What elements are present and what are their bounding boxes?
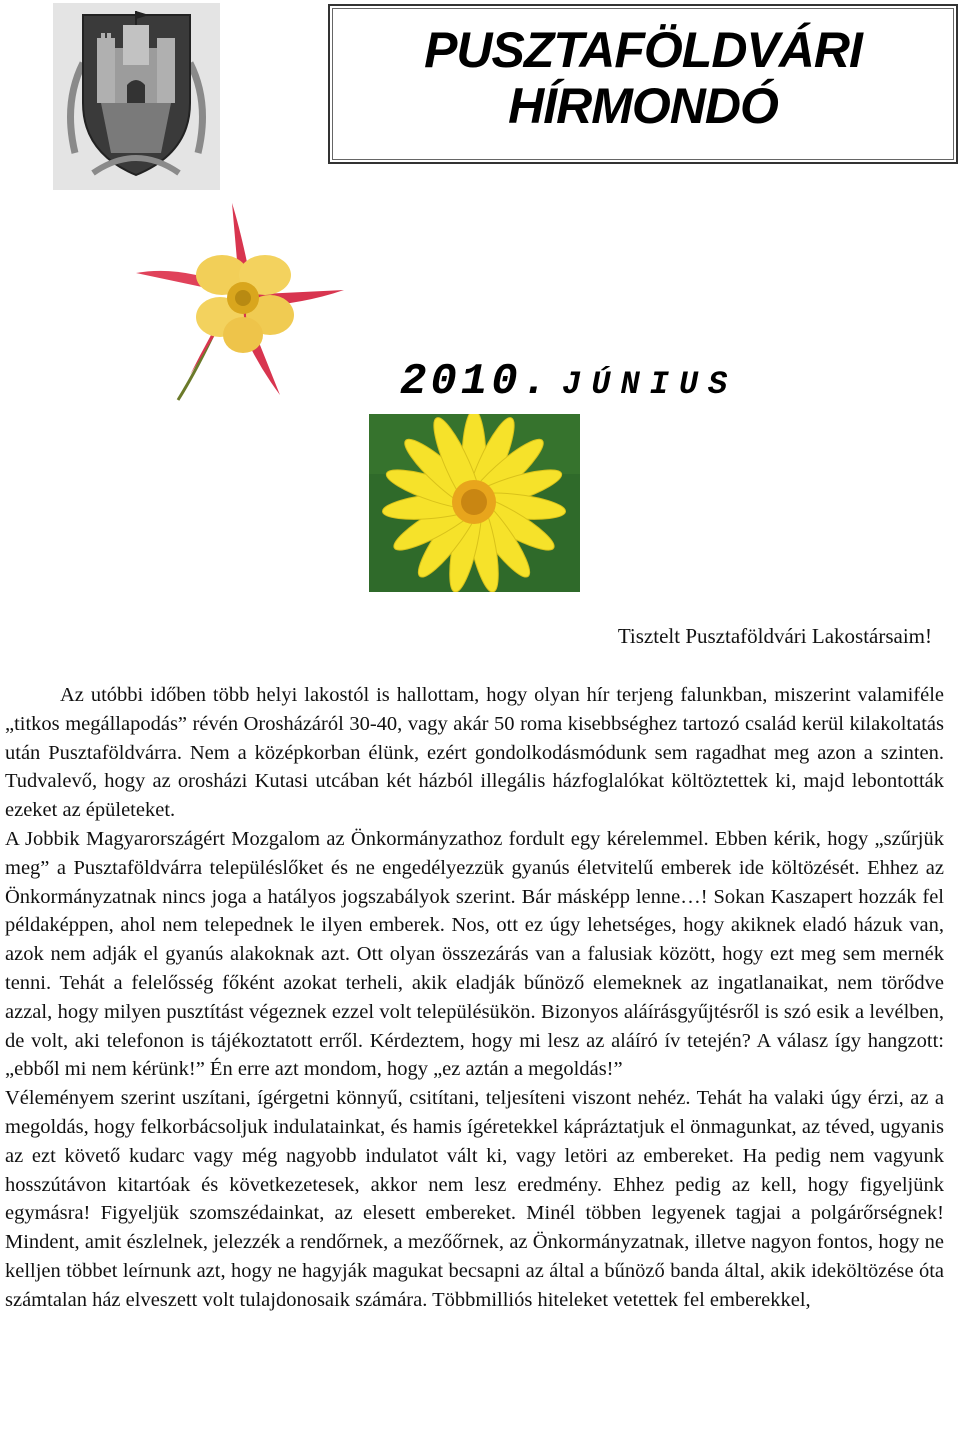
columbine-flower-image [130, 195, 350, 405]
issue-year: 2010. [400, 357, 553, 407]
columbine-flower-icon [130, 195, 350, 405]
issue-month: JÚNIUS [562, 366, 738, 403]
letter-greeting: Tisztelt Pusztaföldvári Lakostársaim! [617, 624, 932, 648]
castle-crest-icon [53, 3, 220, 190]
article-paragraph: Az utóbbi időben több helyi lakostól is hallottam, hogy olyan hír terjeng falunkban, miszerint valamiféle „titkos megállapodás” révén Orosházáról 30-40, vagy akár 50 roma kisebbséghez tartozó család kerül kilakoltatás után Pusztaföldvárra. Nem a középkorban élünk, ezért gondolkodásmódunk sem ragadhat meg azon a szinten. Tudvalevő, hogy az orosházi Kutasi utcában két házból illegális házfoglalókat költöztettek ki, majd lebontották ezeket az épületeket. [5, 684, 944, 822]
yellow-daisy-image [369, 414, 580, 592]
issue-date [400, 357, 940, 417]
article-paragraph: A Jobbik Magyarországért Mozgalom az Önkormányzathoz fordult egy kérelemmel. Ebben kérik, hogy „szűrjük meg” a Pusztaföldvárra településlőket és ne engedélyezzük gyanús életvitelű emberek ide költözését. Ehhez az Önkormányzatnak nincs joga a hatályos jogszabályok szerint. Bár másképp lenne…! Sokan Kaszapert hozzák fel példaképpen, ahol nem telepednek le ilyen emberek. Nos, ott ez úgy lehetséges, hogy akiknek eladó házuk van, azok nem adják el gyanús alakoknak azt. Ott olyan összezárás van a falusiak között, hogy ezt meg sem mernék tenni. Tehát a felelősség főként azokat terheli, akik eladják bűnöző elemeknek az ingatlanaikat, nem törődve azzal, hogy milyen pusztítást végeznek ezzel volt településükön. Bizonyos aláírásgyűjtésről is szó esik a levélben, de volt, aki telefonon is tájékoztatott erről. Kérdeztem, hogy mi lesz az aláíró ív tetején? A válasz így hangzott: „ebből mi nem kérünk!” Én erre azt mondom, hogy „ez aztán a megoldás!” [5, 827, 944, 1081]
yellow-daisy-icon [369, 414, 580, 592]
newsletter-title-box [328, 4, 958, 164]
newsletter-title-line-1: PUSZTAFÖLDVÁRI [424, 22, 862, 78]
newsletter-title-line-2: HÍRMONDÓ [508, 78, 778, 134]
article-paragraph: Véleményem szerint uszítani, ígérgetni könnyű, csitítani, teljesíteni viszont nehéz. Tehát ha valaki úgy érzi, az a megoldás, hogy felkorbácsoljuk indulatainkat, és hamis ígéretekkel kápráztatjuk el önmagunkat, az téved, ugyanis az ezt követő kudarc vagy még nagyobb indulatot vált ki, vagy letöri az embereket. Ha pedig nem vagyunk hosszútávon kitartóak és következetesek, akkor nem lesz eredmény. Ehhez pedig az kell, hogy figyeljünk egymásra! Figyeljük szomszédainkat, az elesett embereket. Minél többen legyenek tagjai a polgárőrségnek! Mindent, amit észlelnek, jelezzék a rendőrnek, a mezőőrnek, az Önkormányzatnak, illetve nagyon fontos, hogy ne kelljen többet leírnunk azt, hogy ne hagyják magukat becsapni az által a bűnöző banda által, akik ideköltözése óta számtalan ház elveszett volt tulajdonosaik számára. Többmilliós hiteleket vetettek fel emberekkel, [5, 1087, 944, 1311]
article-body [5, 681, 944, 1315]
village-coat-of-arms [53, 3, 220, 190]
